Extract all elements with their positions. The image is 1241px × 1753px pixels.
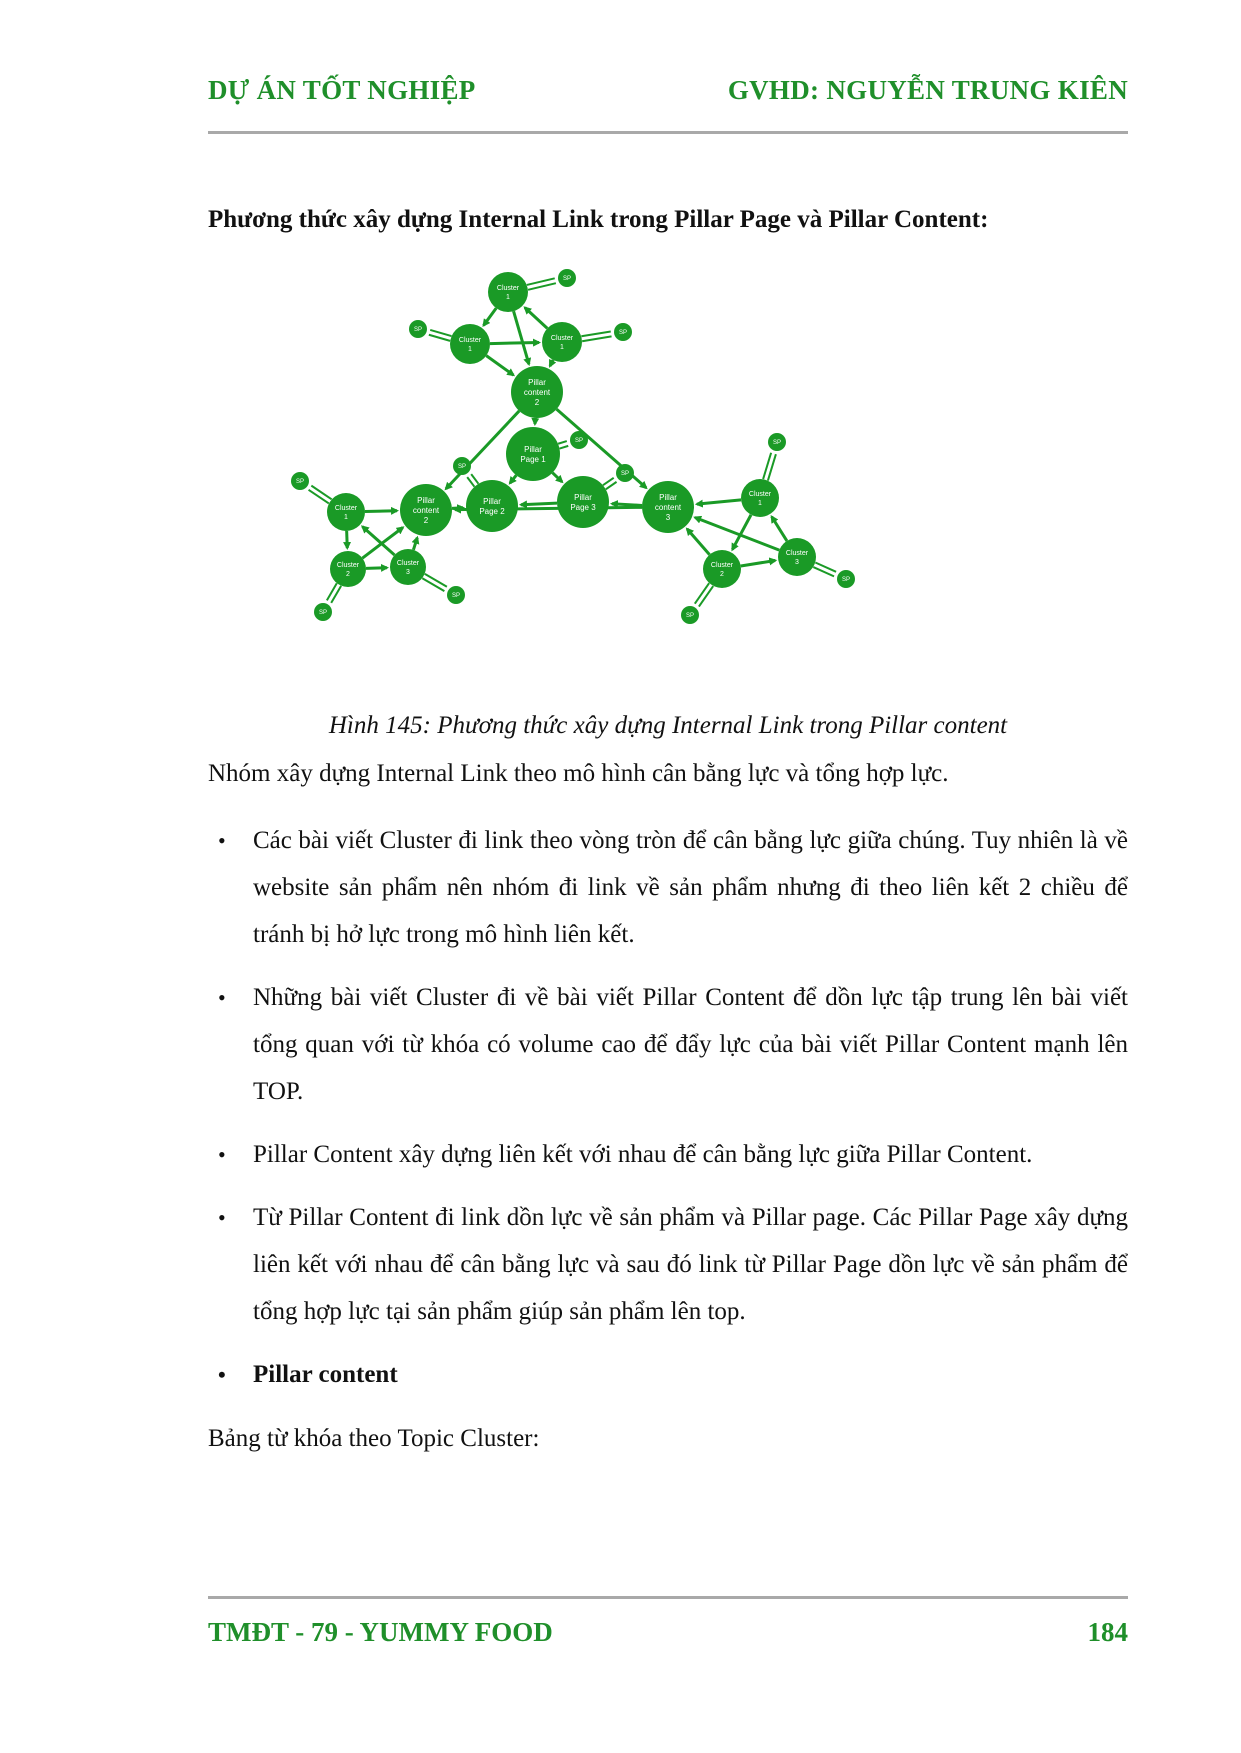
product-node-label: SP	[451, 593, 461, 600]
internal-link-arrow	[514, 311, 529, 364]
node-pillar-page-1-label: Pillar	[524, 444, 542, 454]
product-node-label: SP	[457, 464, 467, 471]
internal-link-arrow	[365, 511, 397, 512]
node-top-pillar-label: content	[523, 387, 551, 397]
internal-link-arrow	[413, 538, 417, 550]
node-right-pillar-label: 3	[665, 512, 671, 522]
bullet-dot: •	[218, 1205, 226, 1230]
product-link-line	[581, 331, 610, 336]
node-top-cluster-1-label: 1	[506, 293, 510, 301]
product-link-line	[560, 446, 569, 449]
internal-link-arrow	[612, 504, 642, 506]
node-left-cluster-2-label: Cluster	[336, 561, 360, 569]
list-item	[208, 974, 1128, 1115]
internal-link-arrow	[772, 517, 787, 541]
bullet-dot: •	[218, 1362, 226, 1387]
product-link-line	[422, 578, 444, 591]
internal-link-arrow	[490, 342, 539, 343]
internal-link-arrow	[525, 308, 547, 329]
node-left-cluster-3-label: 3	[406, 568, 410, 576]
internal-link-arrow	[486, 356, 513, 375]
bullet-text: Các bài viết Cluster đi link theo vòng tròn để cân bằng lực giữa chúng. Tuy nhiên là về website sản phẩm nên nhóm đi link về sản phẩm nhưng đi theo liên kết 2 chiều để tránh bị hở lực trong mô hình liên kết.	[253, 827, 1128, 948]
footer-divider	[208, 1596, 1128, 1599]
node-right-cluster-1-label: Cluster	[748, 490, 772, 498]
header-project-title: DỰ ÁN TỐT NGHIỆP	[208, 74, 476, 105]
node-left-pillar-label: content	[412, 505, 440, 515]
node-pillar-page-1-label: Page 1	[520, 454, 546, 464]
footer-project-name: TMĐT - 79 - YUMMY FOOD	[208, 1616, 553, 1647]
node-top-cluster-1-circle	[488, 272, 528, 312]
product-link-line	[311, 486, 331, 500]
bullet-list	[208, 817, 1128, 1414]
page-number: 184	[1087, 1616, 1128, 1647]
node-left-pillar-label: 2	[423, 515, 429, 525]
product-node-label: SP	[562, 276, 572, 283]
product-link-line	[558, 441, 567, 444]
node-pillar-page-2-label: Page 2	[479, 506, 505, 516]
bullet-text: Pillar Content xây dựng liên kết với nhau để cân bằng lực giữa Pillar Content.	[253, 1141, 1033, 1168]
bullet-text: Những bài viết Cluster đi về bài viết Pillar Content để dồn lực tập trung lên bài viết tổng quan với từ khóa có volume cao để đẩy lực của bài viết Pillar Content mạnh lên TOP.	[253, 984, 1128, 1105]
product-node-label: SP	[772, 440, 782, 447]
node-right-cluster-3-circle	[778, 538, 816, 576]
internal-link-arrow	[362, 527, 394, 555]
node-left-cluster-2-label: 2	[346, 570, 350, 578]
internal-link-arrow	[687, 529, 709, 555]
bullet-dot: •	[218, 985, 226, 1010]
node-pillar-page-2-label: Pillar	[483, 496, 501, 506]
bullet-dot: •	[218, 828, 226, 853]
header-divider	[208, 131, 1128, 134]
node-pillar-page-3-label: Pillar	[574, 492, 592, 502]
internal-link-arrow	[741, 560, 776, 566]
bullet-text: Từ Pillar Content đi link dồn lực về sản phẩm và Pillar page. Các Pillar Page xây dựng liên kết với nhau để cân bằng lực và sau đó link từ Pillar Page dồn lực về sản phẩm để tổng hợp lực tại sản phẩm giúp sản phẩm lên top.	[253, 1204, 1128, 1325]
node-left-cluster-2-circle	[330, 551, 366, 587]
internal-link-arrow	[695, 517, 779, 550]
node-top-pillar-label: Pillar	[528, 377, 546, 387]
table-label: Bảng từ khóa theo Topic Cluster:	[208, 1425, 540, 1452]
node-right-pillar-label: Pillar	[659, 492, 677, 502]
product-node-label: SP	[318, 610, 328, 617]
internal-link-arrow	[521, 503, 557, 505]
node-right-cluster-2-label: 2	[720, 570, 724, 578]
node-left-cluster-3-label: Cluster	[396, 559, 420, 567]
node-right-cluster-1-circle	[741, 479, 779, 517]
node-top-cluster-right-label: Cluster	[550, 334, 574, 342]
node-right-cluster-2-label: Cluster	[710, 561, 734, 569]
node-right-cluster-3-label: Cluster	[785, 549, 809, 557]
internal-link-diagram	[295, 262, 980, 682]
internal-link-arrow	[550, 360, 553, 366]
node-left-cluster-3-circle	[390, 549, 426, 585]
product-link-line	[425, 574, 447, 587]
node-top-cluster-1-label: Cluster	[496, 284, 520, 292]
bullet-text: Pillar content	[253, 1361, 398, 1388]
product-link-line	[309, 490, 329, 504]
list-item	[208, 1351, 1128, 1398]
internal-link-arrow	[347, 531, 348, 548]
product-node-label: SP	[295, 479, 305, 486]
internal-link-arrow	[510, 475, 516, 483]
node-left-cluster-1-label: 1	[344, 513, 348, 521]
node-left-cluster-1-circle	[327, 493, 365, 531]
product-link-line	[582, 336, 611, 341]
node-top-cluster-right-circle	[542, 322, 582, 362]
header-supervisor: GVHD: NGUYỄN TRUNG KIÊN	[727, 74, 1128, 105]
internal-link-arrow	[697, 500, 741, 504]
list-item	[208, 1131, 1128, 1178]
node-top-cluster-left-label: Cluster	[458, 336, 482, 344]
node-left-pillar-label: Pillar	[417, 495, 435, 505]
node-right-cluster-1-label: 1	[758, 499, 762, 507]
internal-link-arrow	[366, 568, 387, 569]
node-top-cluster-left-label: 1	[468, 345, 472, 353]
figure-caption: Hình 145: Phương thức xây dựng Internal Link trong Pillar content	[328, 712, 1008, 739]
node-top-pillar-label: 2	[534, 397, 540, 407]
bullet-dot: •	[218, 1142, 226, 1167]
product-node-label: SP	[413, 327, 423, 334]
product-link-line	[327, 583, 337, 600]
node-right-cluster-2-circle	[703, 550, 741, 588]
page-footer	[208, 1612, 1128, 1652]
section-title: Phương thức xây dựng Internal Link trong Pillar Page và Pillar Content:	[208, 206, 989, 233]
internal-link-arrow	[484, 308, 497, 325]
product-link-line	[331, 586, 341, 603]
product-node-label: SP	[841, 577, 851, 584]
node-pillar-page-3-label: Page 3	[570, 502, 596, 512]
list-item	[208, 1194, 1128, 1335]
page-header	[208, 70, 1128, 110]
node-top-cluster-left-circle	[450, 324, 490, 364]
intro-paragraph: Nhóm xây dựng Internal Link theo mô hình cân bằng lực và tổng hợp lực.	[208, 760, 949, 787]
product-node-label: SP	[685, 613, 695, 620]
product-node-label: SP	[618, 330, 628, 337]
diagram-nodes	[291, 269, 855, 624]
node-right-pillar-label: content	[654, 502, 682, 512]
node-left-cluster-1-label: Cluster	[334, 504, 358, 512]
product-node-label: SP	[574, 438, 584, 445]
product-node-label: SP	[620, 471, 630, 478]
node-right-cluster-3-label: 3	[795, 558, 799, 566]
internal-link-arrow	[552, 473, 562, 482]
node-top-cluster-right-label: 1	[560, 343, 564, 351]
list-item	[208, 817, 1128, 958]
